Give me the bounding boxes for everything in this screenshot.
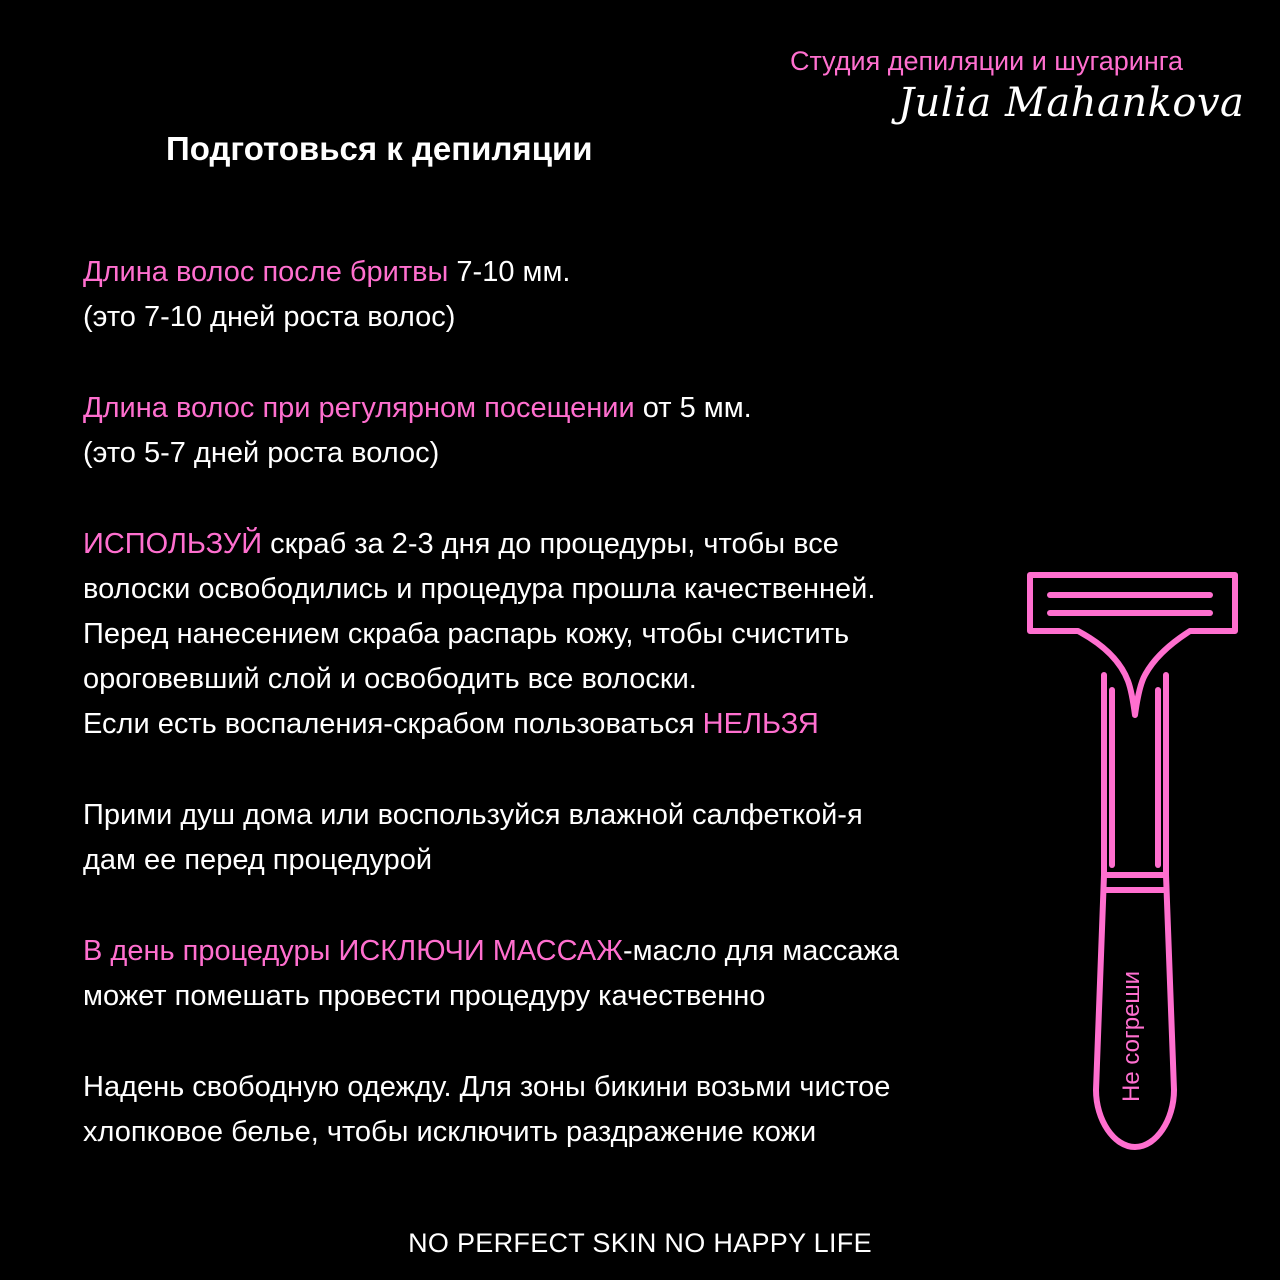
clothes-line1: Надень свободную одежду. Для зоны бикини возьми чистое bbox=[83, 1071, 891, 1103]
page-title: Подготовься к депиляции bbox=[166, 130, 593, 167]
hair-after-razor-value: 7-10 мм. bbox=[448, 256, 571, 288]
scrub-highlight: ИСПОЛЬЗУЙ bbox=[83, 528, 263, 560]
scrub-line1: скраб за 2-3 дня до процедуры, чтобы все bbox=[262, 528, 839, 560]
clothes-line2: хлопковое белье, чтобы исключить раздражение кожи bbox=[83, 1116, 817, 1148]
scrub-line2: волоски освободились и процедура прошла качественней. bbox=[83, 573, 876, 605]
footer-slogan: NO PERFECT SKIN NO HAPPY LIFE bbox=[408, 1228, 872, 1258]
shower-line1: Прими душ дома или воспользуйся влажной салфеткой-я bbox=[83, 799, 863, 831]
razor-icon bbox=[1020, 565, 1250, 1165]
razor-label: Не согреши bbox=[1118, 970, 1145, 1102]
hair-after-razor-label: Длина волос после бритвы bbox=[83, 256, 449, 288]
massage-highlight: В день процедуры ИСКЛЮЧИ МАССАЖ bbox=[83, 935, 623, 967]
clothes-section bbox=[83, 1065, 1023, 1155]
brand-signature: Julia Mahankova bbox=[898, 80, 1245, 126]
studio-name: Студия депиляции и шугаринга bbox=[790, 46, 1184, 76]
massage-section bbox=[83, 929, 1023, 1019]
hair-length-regular bbox=[83, 386, 1023, 476]
hair-regular-value: от 5 мм. bbox=[634, 392, 752, 424]
hair-after-razor-note: (это 7-10 дней роста волос) bbox=[83, 301, 456, 333]
hair-length-after-razor bbox=[83, 250, 1023, 340]
scrub-line4: ороговевший слой и освободить все волоски. bbox=[83, 663, 697, 695]
massage-line2: может помешать провести процедуру качественно bbox=[83, 980, 766, 1012]
shower-line2: дам ее перед процедурой bbox=[83, 844, 433, 876]
massage-line1: -масло для массажа bbox=[623, 935, 899, 967]
shower-section bbox=[83, 793, 1023, 883]
scrub-line5: Если есть воспаления-скрабом пользоваться bbox=[83, 708, 703, 740]
hair-regular-note: (это 5-7 дней роста волос) bbox=[83, 437, 440, 469]
scrub-warning: НЕЛЬЗЯ bbox=[702, 708, 819, 740]
hair-regular-label: Длина волос при регулярном посещении bbox=[83, 392, 635, 424]
scrub-section bbox=[83, 522, 1023, 747]
scrub-line3: Перед нанесением скраба распарь кожу, чтобы счистить bbox=[83, 618, 850, 650]
